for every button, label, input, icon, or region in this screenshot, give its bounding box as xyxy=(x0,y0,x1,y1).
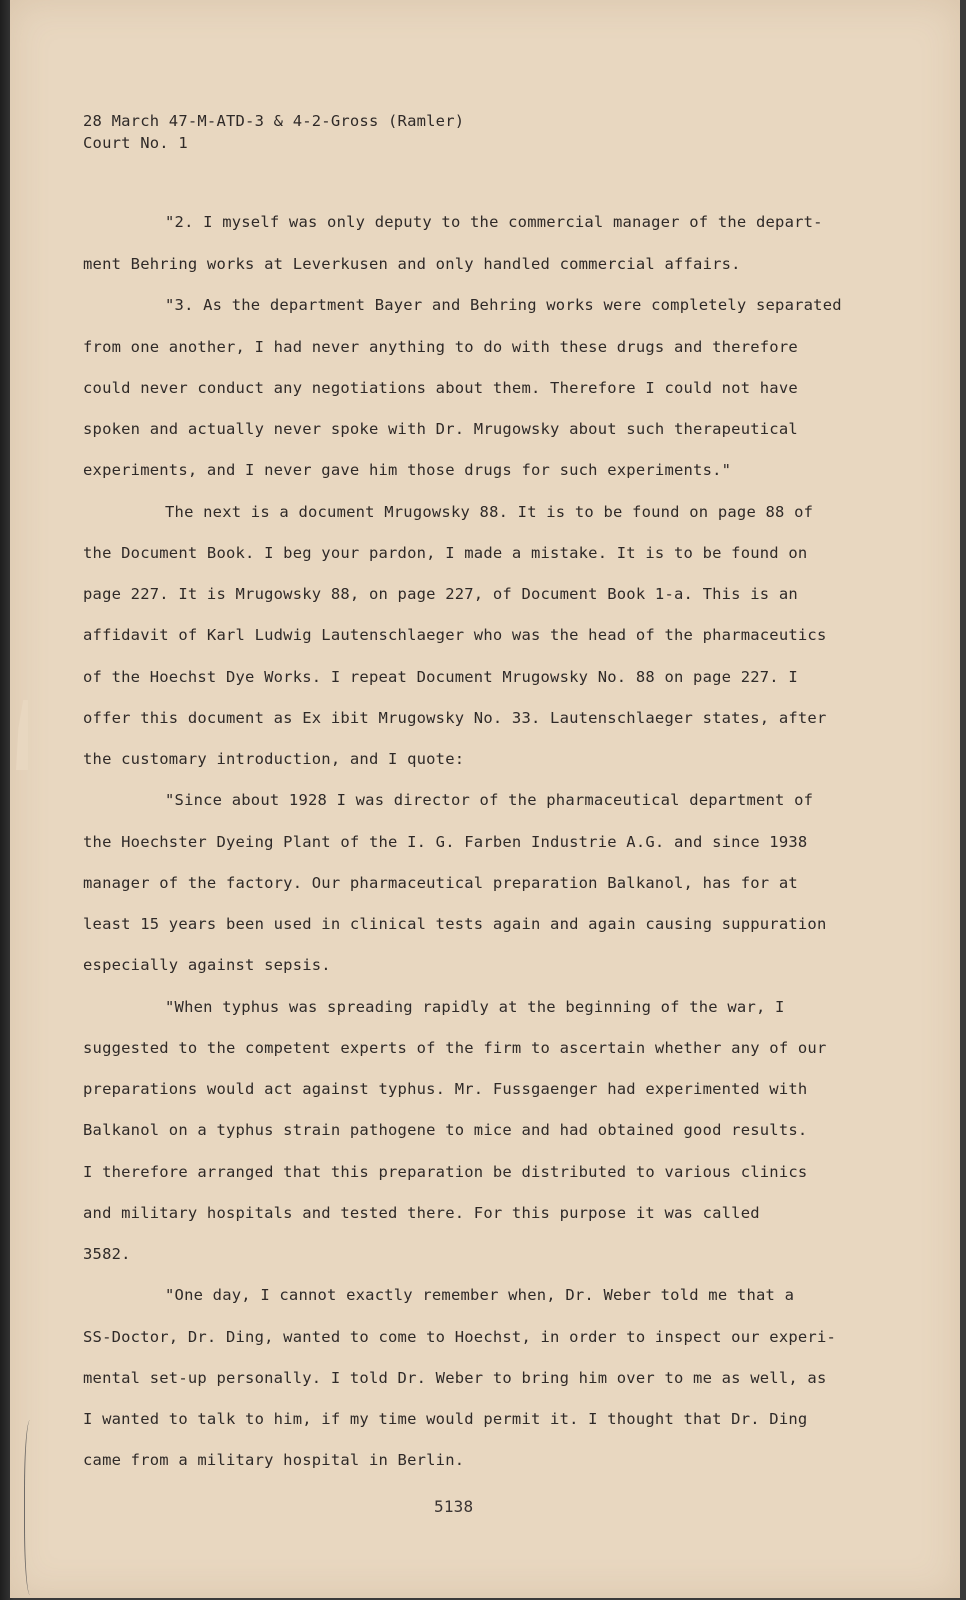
body-line: experiments, and I never gave him those drugs for such experiments." xyxy=(83,461,732,479)
body-line: preparations would act against typhus. Mr. Fussgaenger had experimented with xyxy=(83,1080,808,1098)
body-line: ment Behring works at Leverkusen and only handled commercial affairs. xyxy=(83,255,741,273)
body-line: offer this document as Ex ibit Mrugowsky No. 33. Lautenschlaeger states, after xyxy=(83,709,827,727)
body-line: least 15 years been used in clinical tests again and again causing suppuration xyxy=(83,915,827,933)
body-line: came from a military hospital in Berlin. xyxy=(83,1451,465,1469)
body-line: I wanted to talk to him, if my time would permit it. I thought that Dr. Ding xyxy=(83,1410,808,1428)
body-line: spoken and actually never spoke with Dr. Mrugowsky about such therapeutical xyxy=(83,420,798,438)
body-line: could never conduct any negotiations about them. Therefore I could not have xyxy=(83,379,798,397)
torn-edge xyxy=(16,700,28,770)
page-number: 5138 xyxy=(434,1497,474,1516)
body-line: of the Hoechst Dye Works. I repeat Document Mrugowsky No. 88 on page 227. I xyxy=(83,668,798,686)
body-line: I therefore arranged that this preparation be distributed to various clinics xyxy=(83,1163,808,1181)
body-line: suggested to the competent experts of the firm to ascertain whether any of our xyxy=(83,1039,827,1057)
header-court-line: Court No. 1 xyxy=(83,134,188,152)
body-line: mental set-up personally. I told Dr. Weber to bring him over to me as well, as xyxy=(83,1369,827,1387)
body-line: "Since about 1928 I was director of the pharmaceutical department of xyxy=(165,791,814,809)
body-line: manager of the factory. Our pharmaceutical preparation Balkanol, has for at xyxy=(83,874,798,892)
body-line: the Document Book. I beg your pardon, I made a mistake. It is to be found on xyxy=(83,544,808,562)
body-line: "One day, I cannot exactly remember when, Dr. Weber told me that a xyxy=(165,1286,795,1304)
document-page xyxy=(10,0,960,1598)
body-line: the customary introduction, and I quote: xyxy=(83,750,465,768)
body-line: affidavit of Karl Ludwig Lautenschlaeger who was the head of the pharmaceutics xyxy=(83,626,827,644)
body-line: 3582. xyxy=(83,1245,131,1263)
body-line: especially against sepsis. xyxy=(83,956,331,974)
body-line: from one another, I had never anything to do with these drugs and therefore xyxy=(83,338,798,356)
body-line: "3. As the department Bayer and Behring works were completely separated xyxy=(165,296,842,314)
margin-pencil-mark xyxy=(24,1420,39,1595)
body-line: page 227. It is Mrugowsky 88, on page 227, of Document Book 1-a. This is an xyxy=(83,585,798,603)
header-session-line: 28 March 47-M-ATD-3 & 4-2-Gross (Ramler) xyxy=(83,112,465,130)
body-line: "2. I myself was only deputy to the commercial manager of the depart- xyxy=(165,213,823,231)
body-line: The next is a document Mrugowsky 88. It is to be found on page 88 of xyxy=(165,503,814,521)
body-line: Balkanol on a typhus strain pathogene to mice and had obtained good results. xyxy=(83,1121,808,1139)
body-line: "When typhus was spreading rapidly at the beginning of the war, I xyxy=(165,998,785,1016)
body-line: the Hoechster Dyeing Plant of the I. G. Farben Industrie A.G. and since 1938 xyxy=(83,833,808,851)
body-line: SS-Doctor, Dr. Ding, wanted to come to Hoechst, in order to inspect our experi- xyxy=(83,1328,837,1346)
body-line: and military hospitals and tested there. For this purpose it was called xyxy=(83,1204,760,1222)
